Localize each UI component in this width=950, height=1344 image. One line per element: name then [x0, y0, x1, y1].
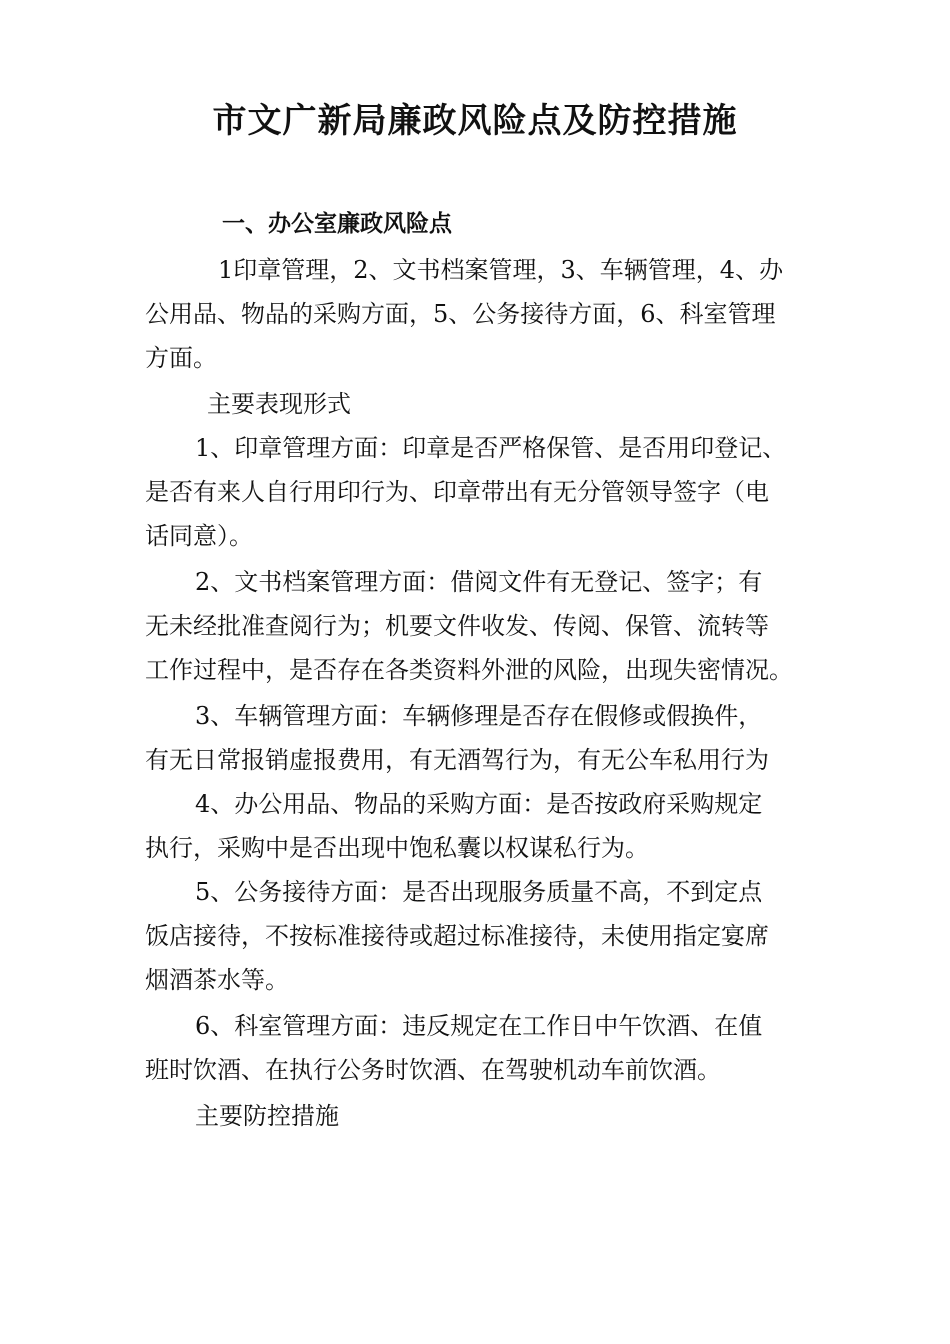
item1-line-3: 话同意）。	[145, 522, 253, 550]
item3-line-2: 有无日常报销虚报费用，有无酒驾行为，有无公车私用行为	[145, 746, 769, 774]
item2-line-3: 工作过程中，是否存在各类资料外泄的风险，出现失密情况。	[145, 656, 793, 684]
item2-line-2: 无未经批准查阅行为；机要文件收发、传阅、保管、流转等	[145, 612, 769, 640]
intro-line-3: 方面。	[145, 344, 217, 372]
item6-line-2: 班时饮酒、在执行公务时饮酒、在驾驶机动车前饮酒。	[145, 1056, 721, 1084]
item6-line-1: 6、科室管理方面：违反规定在工作日中午饮酒、在值	[195, 1012, 763, 1040]
intro-line-1: 1印章管理，2、文书档案管理，3、车辆管理，4、办	[218, 256, 784, 284]
document-title: 市文广新局廉政风险点及防控措施	[212, 101, 738, 141]
item1-line-2: 是否有来人自行用印行为、印章带出有无分管领导签字（电	[145, 478, 769, 506]
forms-heading: 主要表现形式	[207, 390, 351, 418]
item4-line-2: 执行，采购中是否出现中饱私囊以权谋私行为。	[145, 834, 649, 862]
item5-line-1: 5、公务接待方面：是否出现服务质量不高，不到定点	[195, 878, 763, 906]
intro-line-2: 公用品、物品的采购方面，5、公务接待方面，6、科室管理	[145, 300, 776, 328]
item2-line-1: 2、文书档案管理方面：借阅文件有无登记、签字；有	[195, 568, 763, 596]
item4-line-1: 4、办公用品、物品的采购方面：是否按政府采购规定	[195, 790, 763, 818]
item5-line-3: 烟酒茶水等。	[145, 966, 289, 994]
measures-heading: 主要防控措施	[195, 1102, 339, 1130]
item3-line-1: 3、车辆管理方面：车辆修理是否存在假修或假换件，	[195, 702, 763, 730]
section-heading-office: 一、办公室廉政风险点	[222, 210, 452, 237]
item1-line-1: 1、印章管理方面：印章是否严格保管、是否用印登记、	[195, 434, 787, 462]
item5-line-2: 饭店接待，不按标准接待或超过标准接待，未使用指定宴席	[145, 922, 769, 950]
